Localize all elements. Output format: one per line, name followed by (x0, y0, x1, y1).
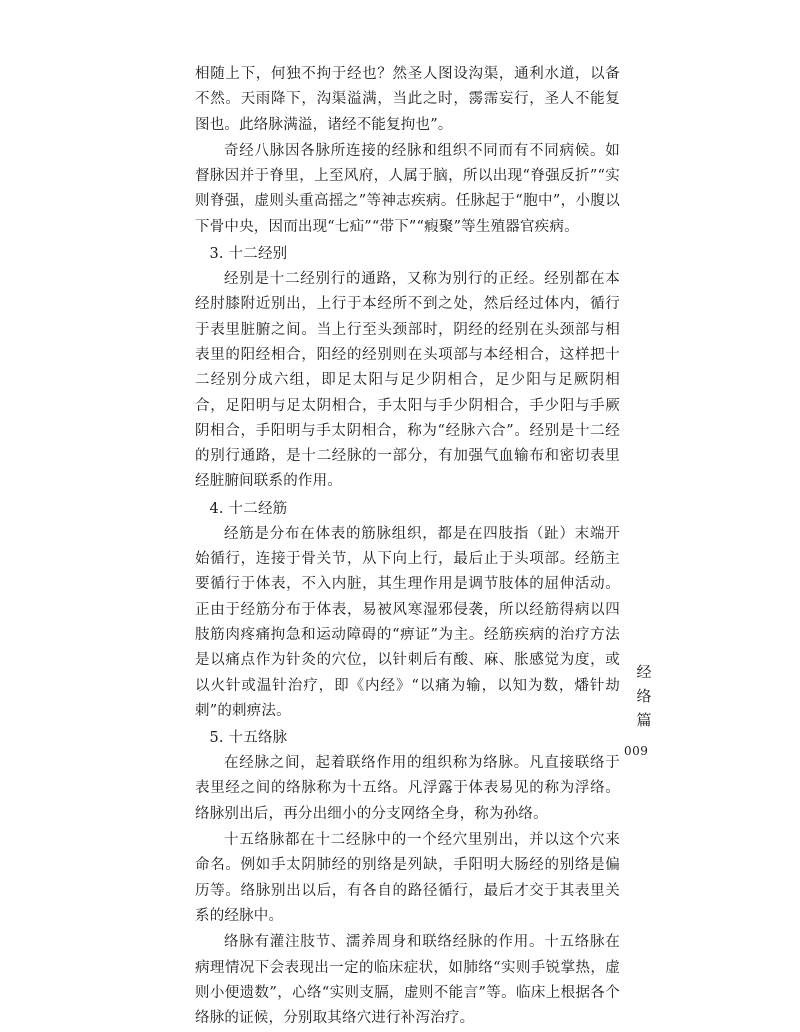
page-number: 009 (624, 744, 649, 758)
paragraph: 奇经八脉因各脉所连接的经脉和组织不同而有不同病候。如督脉因并于脊里，上至风府，人属于脑，所以出现“脊强反折”“实则脊强，虚则头重高摇之”等神志疾病。任脉起于“胞中”，小腹以下骨中央，因而出现“七疝”“带下”“瘕聚”等生殖器官疾病。 (195, 142, 620, 235)
side-label-char: 篇 (636, 711, 652, 729)
paragraph: 经别是十二经别行的通路，又称为别行的正经。经别都在本经肘膝附近别出，上行于本经所不到之处，然后经过体内，循行于表里脏腑之间。当上行至头颈部时，阴经的经别在头颈部与相表里的阳经相合，阳经的经别则在头项部与本经相合，这样把十二经别分成六组，即足太阳与足少阴相合，足少阳与足厥阴相合，足阳明与足太阴相合，手太阳与手少阴相合，手少阳与手厥阴相合，手阳明与手太阴相合，称为“经脉六合”。经别是十二经的别行通路，是十二经脉的一部分，有加强气血输布和密切表里经脏腑间联系的作用。 (195, 271, 620, 490)
section-heading: 5. 十五络脉 (209, 730, 288, 747)
section-side-label (634, 660, 654, 732)
side-label-char: 络 (636, 687, 652, 705)
section-heading: 3. 十二经别 (209, 246, 288, 263)
paragraph: 络脉有灌注肢节、濡养周身和联络经脉的作用。十五络脉在病理情况下会表现出一定的临床症状，如肺络“实则手锐掌热，虚则小便遗数”，心络“实则支膈，虚则不能言”等。临床上根据各个络脉的证候，分别取其络穴进行补泻治疗。 (195, 934, 620, 1027)
paragraph: 十五络脉都在十二经脉中的一个经穴里别出，并以这个穴来命名。例如手太阴肺经的别络是列缺，手阳明大肠经的别络是偏历等。络脉别出以后，有各自的路径循行，最后才交于其表里关系的经脉中。 (195, 832, 620, 924)
paragraph: 经筋是分布在体表的筋脉组织，都是在四肢指（趾）末端开始循行，连接于骨关节，从下向上行，最后止于头项部。经筋主要循行于体表，不入内脏，其生理作用是调节肢体的屈伸活动。正由于经筋分布于体表，易被风寒湿邪侵袭，所以经筋得病以四肢筋肉疼痛拘急和运动障碍的“痹证”为主。经筋疾病的治疗方法是以痛点作为针灸的穴位，以针刺后有酸、麻、胀感觉为度，或以火针或温针治疗，即《内经》“以痛为输，以知为数，燔针劫刺”的刺痹法。 (195, 525, 620, 719)
paragraph: 相随上下，何独不拘于经也？然圣人图设沟渠，通利水道，以备不然。天雨降下，沟渠溢满，当此之时，霶霈妄行，圣人不能复图也。此络脉满溢，诸经不能复拘也”。 (195, 66, 620, 133)
body-text (195, 62, 620, 1032)
paragraph: 在经脉之间，起着联络作用的组织称为络脉。凡直接联络于表里经之间的络脉称为十五络。凡浮露于体表易见的称为浮络。络脉别出后，再分出细小的分支网络全身，称为孙络。 (195, 755, 620, 822)
section-heading: 4. 十二经筋 (209, 500, 288, 517)
side-label-char: 经 (636, 663, 652, 681)
